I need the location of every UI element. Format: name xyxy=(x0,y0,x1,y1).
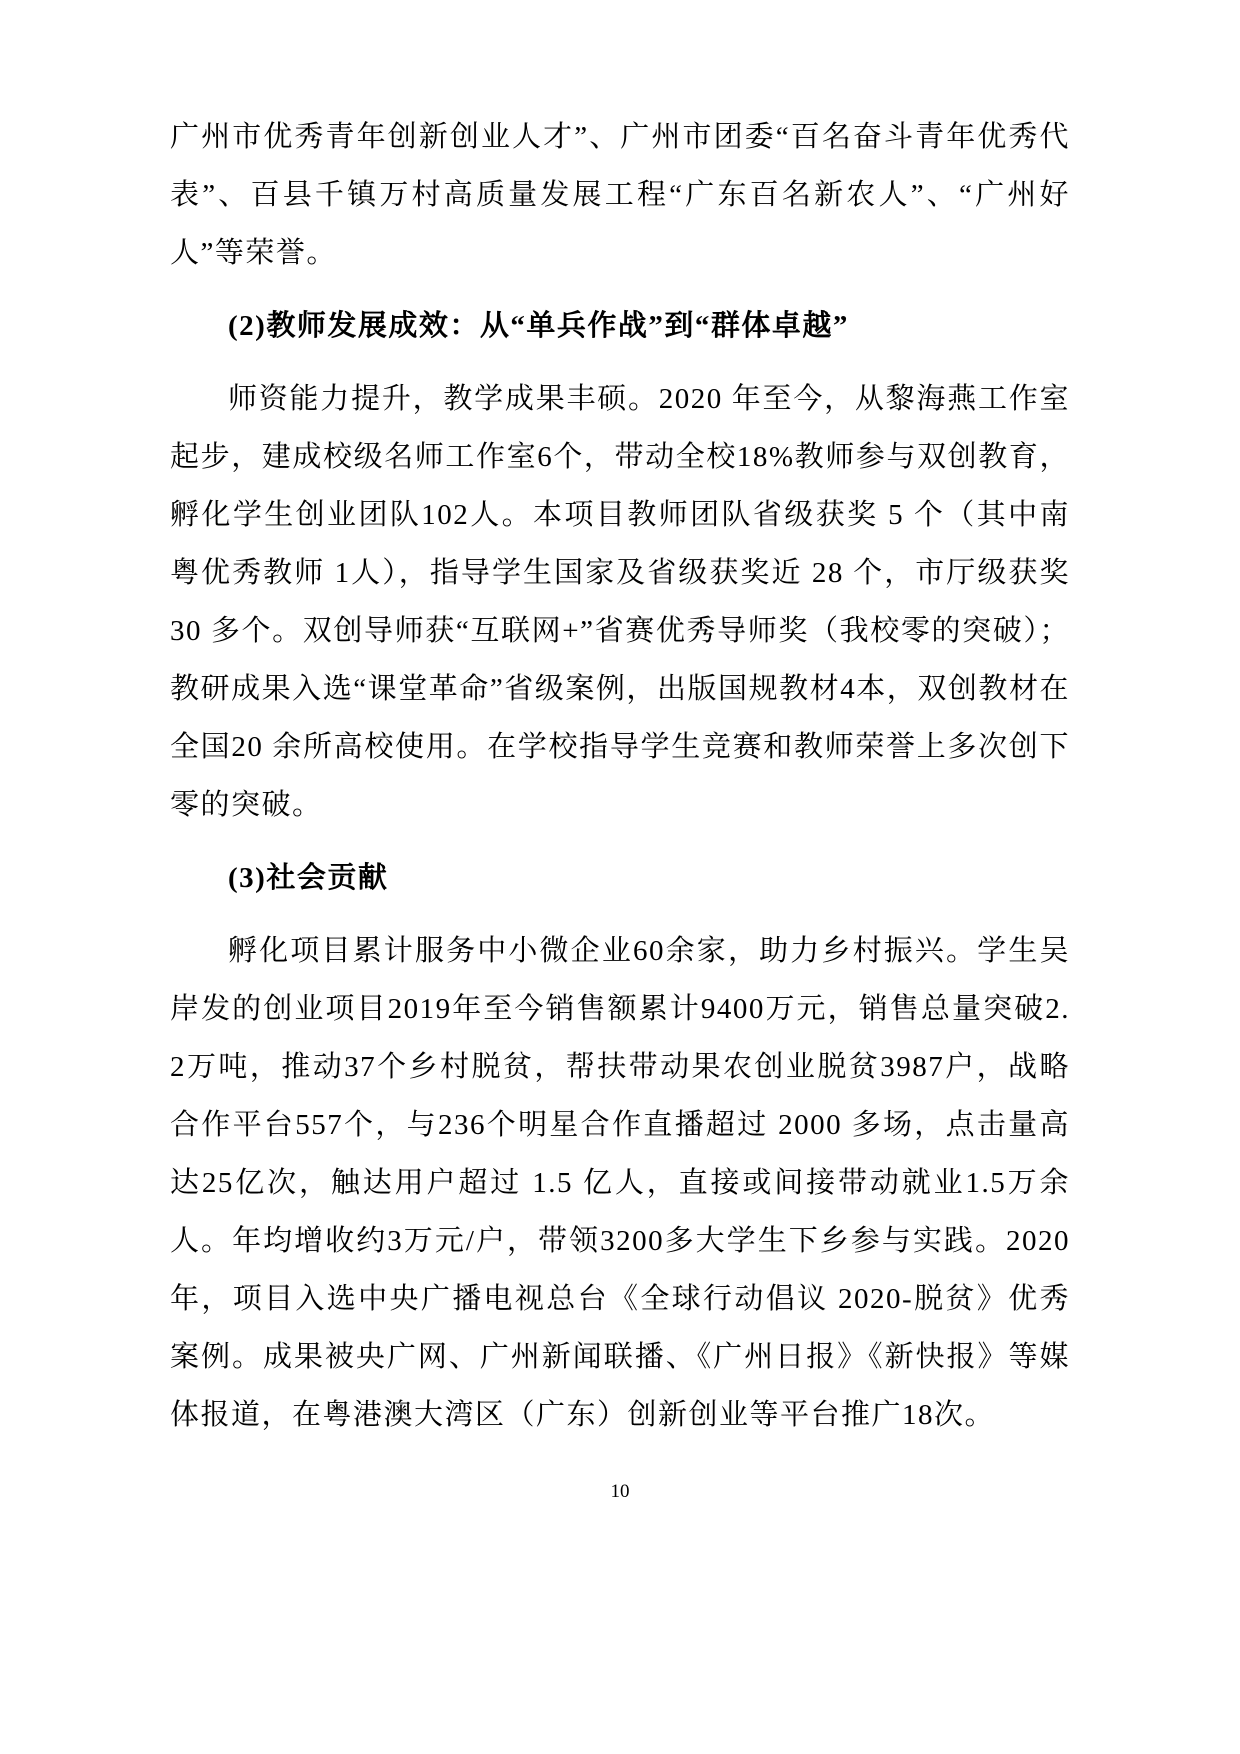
page-number: 10 xyxy=(610,1481,630,1502)
paragraph-honors: 广州市优秀青年创新创业人才”、广州市团委“百名奋斗青年优秀代表”、百县千镇万村高质量发展工程“广东百名新农人”、“广州好人”等荣誉。 xyxy=(170,121,1070,269)
section-heading-social-contribution: (3)社会贡献 xyxy=(228,862,389,894)
paragraph-social-contribution: 孵化项目累计服务中小微企业60余家，助力乡村振兴。学生吴岸发的创业项目2019年至今销售额累计9400万元，销售总量突破2.2万吨，推动37个乡村脱贫，帮扶带动果农创业脱贫3987户，战略合作平台557个，与236个明星合作直播超过 2000 多场，点击量高达25亿次，触达用户超过 1.5 亿人，直接或间接带动就业1.5万余人。年均增收约3万元/户，带领3200多大学生下乡参与实践。2020 年，项目入选中央广播电视总台《全球行动倡议 2020-脱贫》优秀案例。成果被央广网、广州新闻联播、《广州日报》《新快报》等媒体报道，在粤港澳大湾区（广东）创新创业等平台推广18次。 xyxy=(170,935,1070,1431)
paragraph-teacher-achievements: 师资能力提升，教学成果丰硕。2020 年至今，从黎海燕工作室起步，建成校级名师工作室6个，带动全校18%教师参与双创教育，孵化学生创业团队102人。本项目教师团队省级获奖 5 个（其中南粤优秀教师 1人），指导学生国家及省级获奖近 28 个，市厅级获奖 30 多个。双创导师获“互联网+”省赛优秀导师奖（我校零的突破）；教研成果入选“课堂革命”省级案例，出版国规教材4本，双创教材在全国20 余所高校使用。在学校指导学生竞赛和教师荣誉上多次创下零的突破。 xyxy=(170,383,1070,821)
section-heading-teacher-development: (2)教师发展成效：从“单兵作战”到“群体卓越” xyxy=(228,310,849,342)
